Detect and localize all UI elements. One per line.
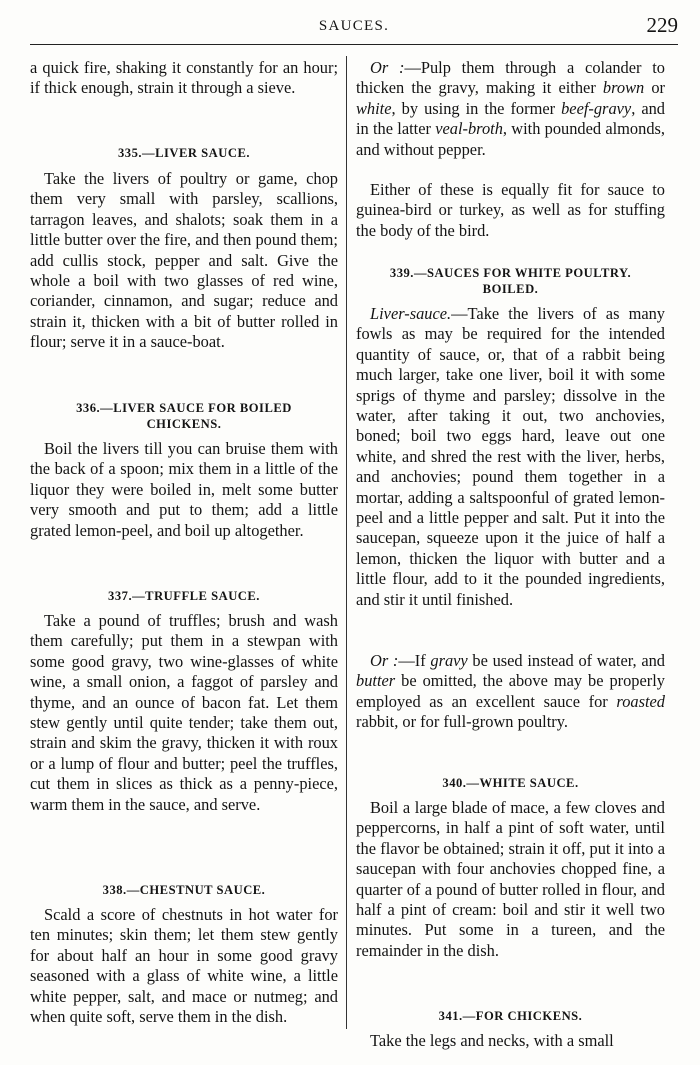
heading-338: 338.—CHESTNUT SAUCE. bbox=[102, 883, 266, 897]
recipe-338-text: Scald a score of chestnuts in hot water for ten minutes; skin them; let them stew gently for about half an hour in some good gravy seasoned with a glass of white wine, a little white pepper, salt, and mace or nutmeg; and when quite soft, serve them in the dish. bbox=[30, 905, 338, 1027]
heading-339-line2: BOILED. bbox=[482, 282, 539, 296]
column-divider bbox=[346, 56, 347, 1029]
continued-paragraph: a quick fire, shaking it constantly for an hour; if thick enough, strain it through a sieve. bbox=[30, 58, 338, 98]
heading-337: 337.—TRUFFLE SAUCE. bbox=[108, 589, 260, 603]
recipe-339-text: Liver-sauce.—Take the livers of as many fowls as may be required for the intended quantity of sauce, or, that of a rabbit being much larger, take one liver, boil it with some sprigs of thyme and parsley; dissolve in the water, after taking it out, two anchovies, boned; boil two eggs hard, leave out one white, and shred the rest with the liver, herbs, and anchovies; pound them together in a mortar, adding a saltspoonful of grated lemon-peel and a little pepper and salt. Put it into the saucepan, squeeze upon it the juice of half a lemon, thicken the liquor with butter and a little flour, add to it the pounded ingredients, and stir it until finished. bbox=[356, 304, 665, 609]
or-paragraph-2: Or :—If gravy be used instead of water, and butter be omitted, the above may be properly employed as an excellent sauce for roasted rabbit, or for full-grown poultry. bbox=[356, 651, 666, 732]
right-column bbox=[356, 58, 665, 1051]
liver-sauce-lead: Liver-sauce. bbox=[370, 304, 452, 323]
heading-339-line1: 339.—SAUCES FOR WHITE POULTRY. bbox=[389, 266, 632, 280]
page-number: 229 bbox=[646, 13, 678, 37]
heading-341: 341.—FOR CHICKENS. bbox=[438, 1009, 583, 1023]
either-paragraph: Either of these is equally fit for sauce to guinea-bird or turkey, as well as for stuffing the body of the bird. bbox=[356, 180, 665, 240]
recipe-337-text: Take a pound of truffles; brush and wash them carefully; put them in a stewpan with some good gravy, two wine-glasses of white wine, a small onion, a faggot of parsley and thyme, and an ounce of bacon fat. Let them stew gently until quite tender; take them out, strain and skim the gravy, thicken it with roux or a lump of flour and butter; peel the truffles, cut them in slices as thick as a penny-piece, warm them in the sauce, and serve. bbox=[30, 611, 338, 814]
recipe-336-text: Boil the livers till you can bruise them with the back of a spoon; mix them in a little of the liquor they were boiled in, melt some butter very smooth and put to them; add a little grated lemon-peel, and boil up altogether. bbox=[30, 439, 338, 540]
left-column bbox=[30, 58, 338, 1027]
heading-336-line1: 336.—LIVER SAUCE FOR BOILED bbox=[76, 401, 292, 415]
recipe-341-text: Take the legs and necks, with a small bbox=[370, 1031, 614, 1050]
heading-336-line2: CHICKENS. bbox=[146, 417, 222, 431]
heading-340: 340.—WHITE SAUCE. bbox=[442, 776, 579, 790]
heading-335: 335.—LIVER SAUCE. bbox=[117, 146, 250, 160]
or-paragraph-1: Or :—Pulp them through a colander to thicken the gravy, making it either brown or white, by using in the former beef-gravy, and in the latter veal-broth, with pounded almonds, and without pepper. bbox=[356, 58, 665, 159]
or-lead-1: Or : bbox=[370, 58, 405, 77]
recipe-335-text: Take the livers of poultry or game, chop them very small with parsley, scallions, tarragon leaves, and shalots; soak them in a little butter over the fire, and then pound them; add cullis stock, pepper and salt. Give the whole a boil with two glasses of red wine, coriander, cinnamon, and sugar; reduce and strain it, thicken with a bit of butter rolled in flour; serve it in a sauce-boat. bbox=[30, 169, 338, 352]
page-header bbox=[30, 0, 678, 45]
recipe-340-text: Boil a large blade of mace, a few cloves and peppercorns, in half a pint of soft water, until the flavor be obtained; strain it off, put it into a saucepan with four anchovies chopped fine, a quarter of a pound of butter rolled in flour, and half a pint of cream: boil and stir it well two minutes. Put some in a tureen, and the remainder in the dish. bbox=[356, 798, 665, 960]
running-head: SAUCES. bbox=[318, 18, 390, 34]
or-lead-2: Or : bbox=[370, 651, 399, 670]
